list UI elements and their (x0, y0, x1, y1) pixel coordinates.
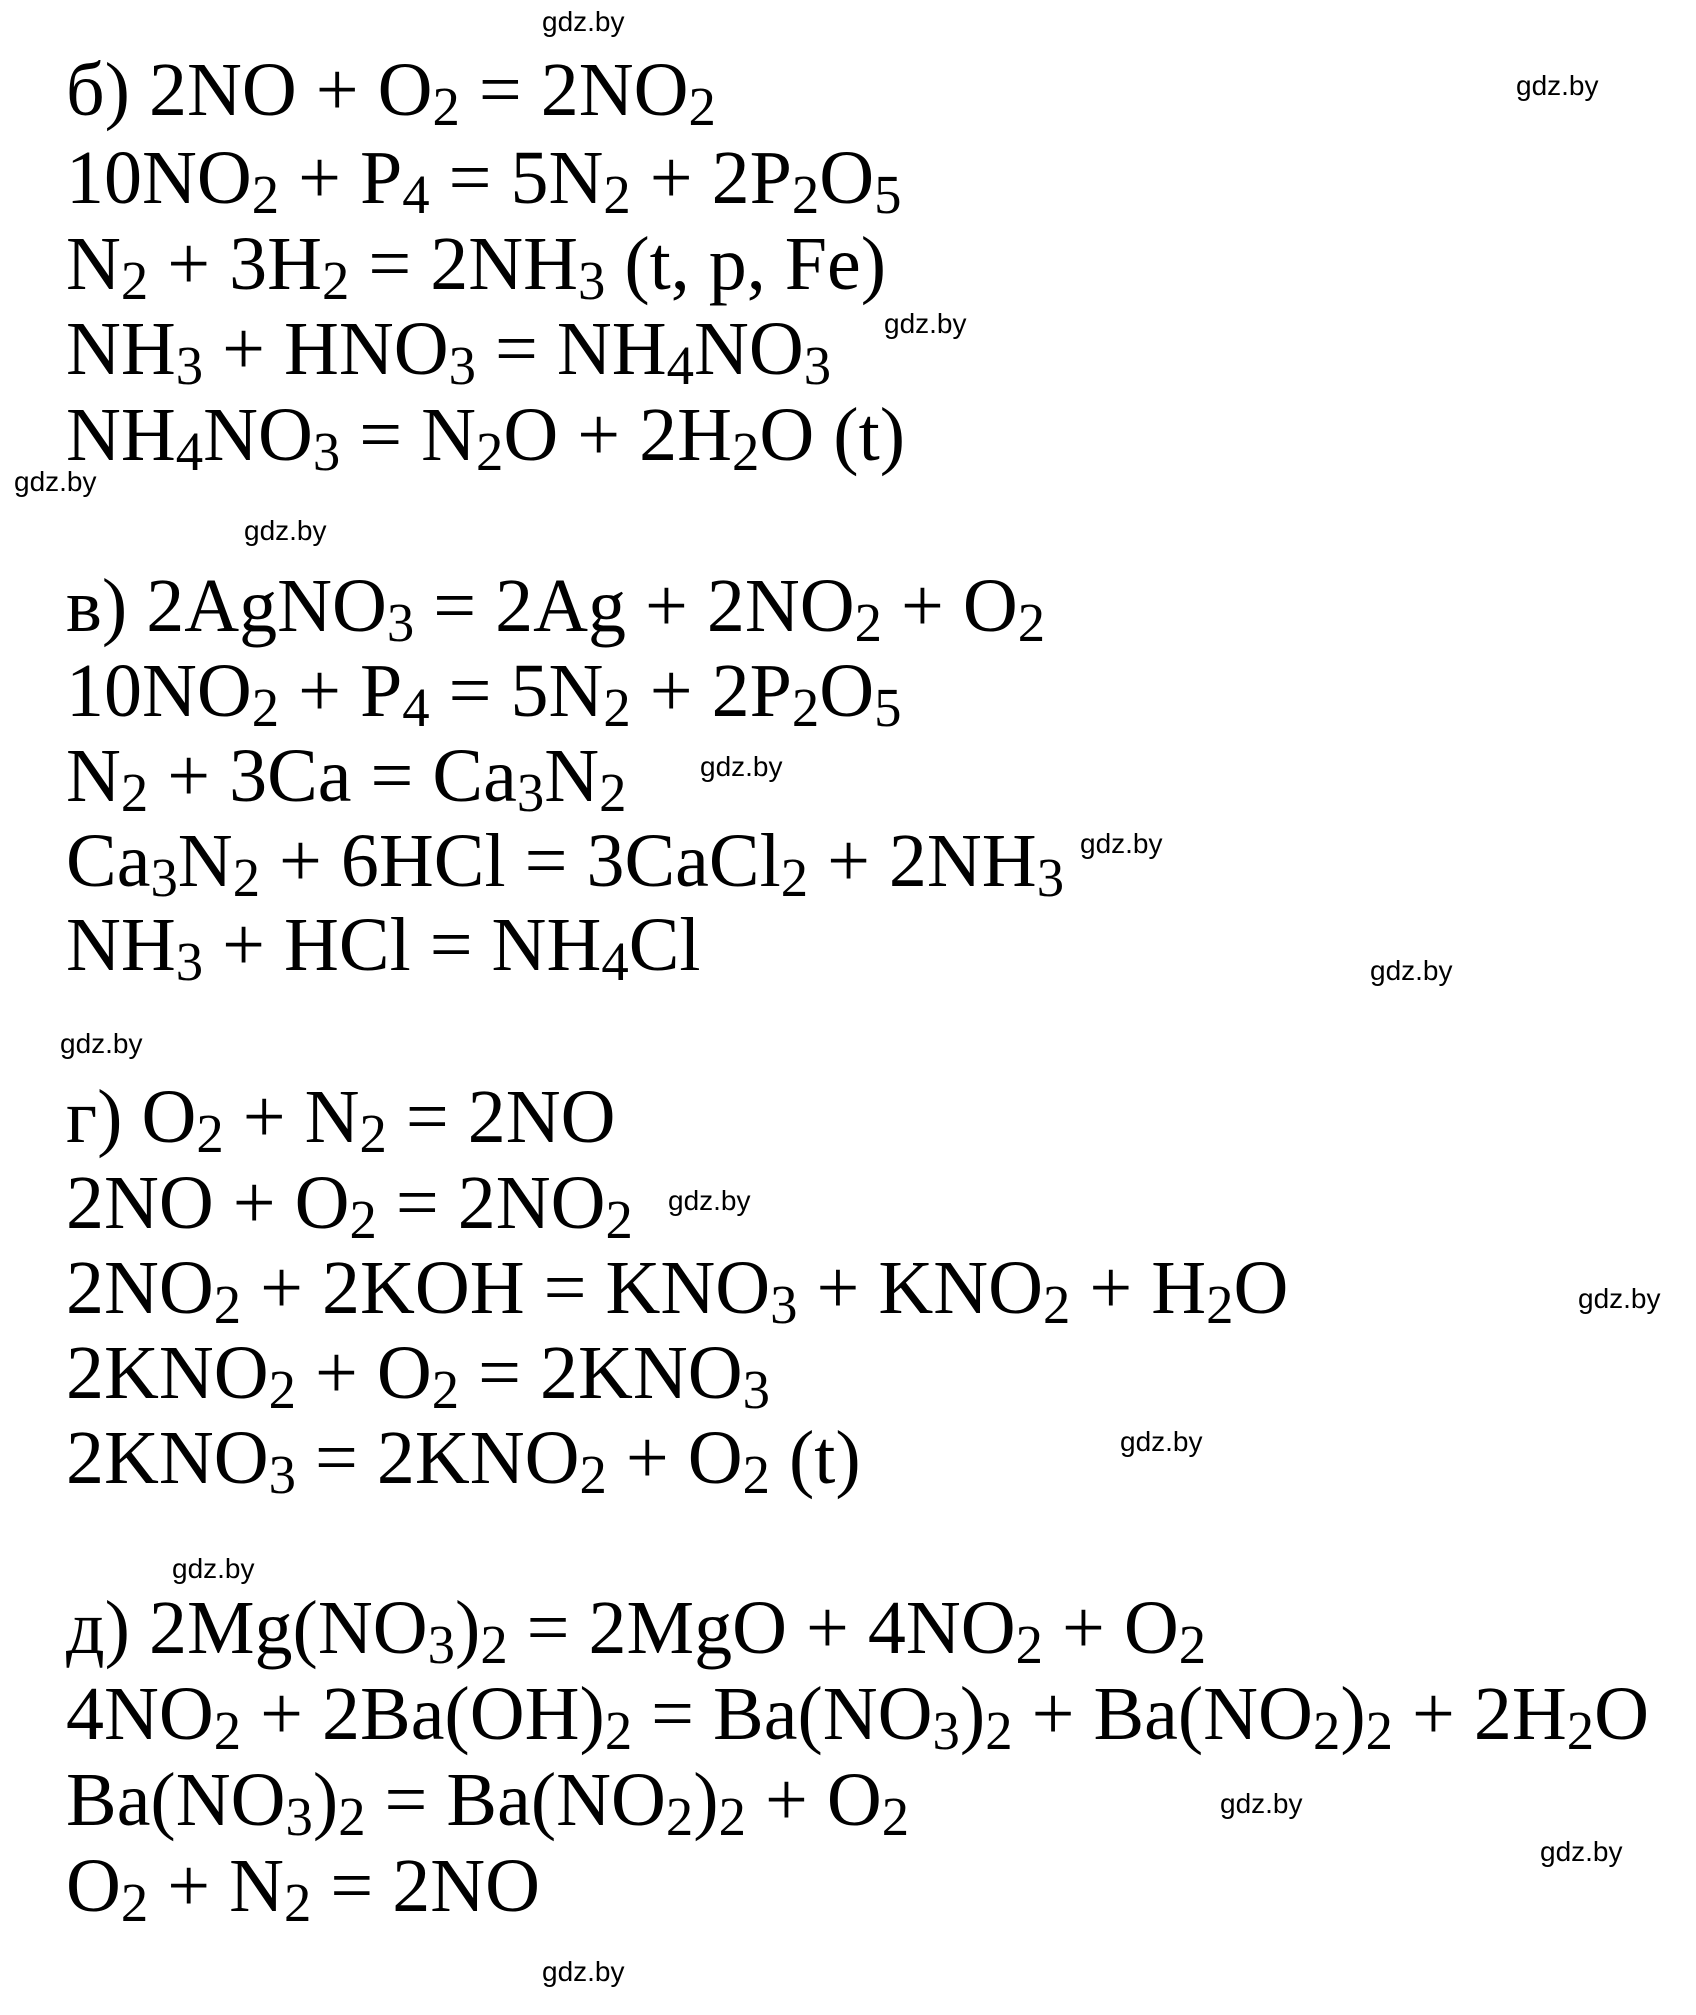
equation-text: $Ca_3N_2 + 6HCl$ = 3CaCl$_2$ + $2NH_3$ (66, 819, 1065, 908)
watermark: gdz.by (1370, 955, 1453, 986)
equation-text: $10NO_2 + P_4 = 5N_2 + 2P_2O_5$ (66, 649, 902, 738)
equation-v-2 (66, 649, 902, 738)
equation-g-2 (66, 1161, 633, 1250)
section-label-g: г) (66, 1075, 123, 1159)
equation-text: $2NO + O_2 = 2NO_2$ (148, 48, 716, 137)
equation-text: $O_2 + N_2 = 2NO$ (66, 1844, 540, 1933)
watermark: gdz.by (172, 1553, 255, 1584)
section-label-d: д) (66, 1586, 130, 1670)
equation-text: $2Mg(NO_3)_2 = 2MgO + 4NO_2 + O_2$ (148, 1586, 1207, 1675)
equation-b-5 (66, 393, 906, 482)
watermark: gdz.by (1540, 1836, 1623, 1867)
watermark: gdz.by (244, 515, 327, 546)
equation-b-1 (66, 48, 716, 137)
equation-d-4 (66, 1844, 540, 1933)
equation-text: $O_2 + N_2 = 2NO$ (141, 1075, 616, 1164)
watermark: gdz.by (1516, 70, 1599, 101)
equation-v-4 (66, 819, 1065, 908)
equation-text: $N_2 + 3Ca = Ca_3N_2$ (66, 734, 627, 823)
watermark: gdz.by (700, 751, 783, 782)
equation-text: $NH_3$ + HCl = $NH_4Cl$ (66, 903, 701, 992)
equation-d-1 (66, 1586, 1207, 1675)
equation-text: $10NO_2 + P_4 = 5N_2 + 2P_2O_5$ (66, 136, 902, 225)
equation-text: $2KNO_3 = 2KNO_2 + O_2$ (t) (66, 1416, 861, 1505)
watermark: gdz.by (884, 308, 967, 339)
watermark: gdz.by (60, 1028, 143, 1059)
equation-text: 2AgNO$_3$ = $2Ag + 2NO_2 + O_2$ (146, 564, 1046, 653)
equation-text: $4NO_2 + 2Ba(OH)_2 = Ba(NO_3)_2 + Ba(NO_2)_2 + 2H_2O$ (66, 1672, 1649, 1761)
equation-g-5 (66, 1416, 861, 1505)
equation-v-1 (66, 564, 1046, 653)
equation-b-4 (66, 307, 832, 396)
equation-text: $Ba(NO_3)_2 = Ba(NO_2)_2 + O_2$ (66, 1758, 910, 1847)
equation-text: $NH_3 + HNO_3 = NH_4NO_3$ (66, 307, 832, 396)
watermark: gdz.by (1578, 1283, 1661, 1314)
watermark: gdz.by (1220, 1788, 1303, 1819)
equation-v-5 (66, 903, 701, 992)
watermark: gdz.by (542, 6, 625, 37)
equation-d-2 (66, 1672, 1649, 1761)
watermark: gdz.by (1080, 828, 1163, 859)
equation-g-4 (66, 1331, 770, 1420)
equation-text: $2KNO_2 + O_2 = 2KNO_3$ (66, 1331, 770, 1420)
equation-d-3 (66, 1758, 910, 1847)
equation-v-3 (66, 734, 627, 823)
equation-text: $2NO + O_2 = 2NO_2$ (66, 1161, 633, 1250)
watermark: gdz.by (14, 466, 97, 497)
equation-b-3 (66, 222, 887, 311)
equation-g-3 (66, 1246, 1289, 1335)
watermark: gdz.by (668, 1185, 751, 1216)
equation-text: $NH_4NO_3 = N_2O + 2H_2O$ (t) (66, 393, 906, 482)
equation-b-2 (66, 136, 902, 225)
section-label-b: б) (66, 48, 130, 132)
equation-text: $2NO_2 + 2KOH = KNO_3 + KNO_2 + H_2O$ (66, 1246, 1289, 1335)
equation-g-1 (66, 1075, 616, 1164)
section-label-v: в) (66, 564, 128, 648)
watermark: gdz.by (542, 1956, 625, 1987)
watermark: gdz.by (1120, 1426, 1203, 1457)
equation-text: $N_2 + 3H_2 = 2NH_3$ (t, p, Fe) (66, 222, 887, 311)
